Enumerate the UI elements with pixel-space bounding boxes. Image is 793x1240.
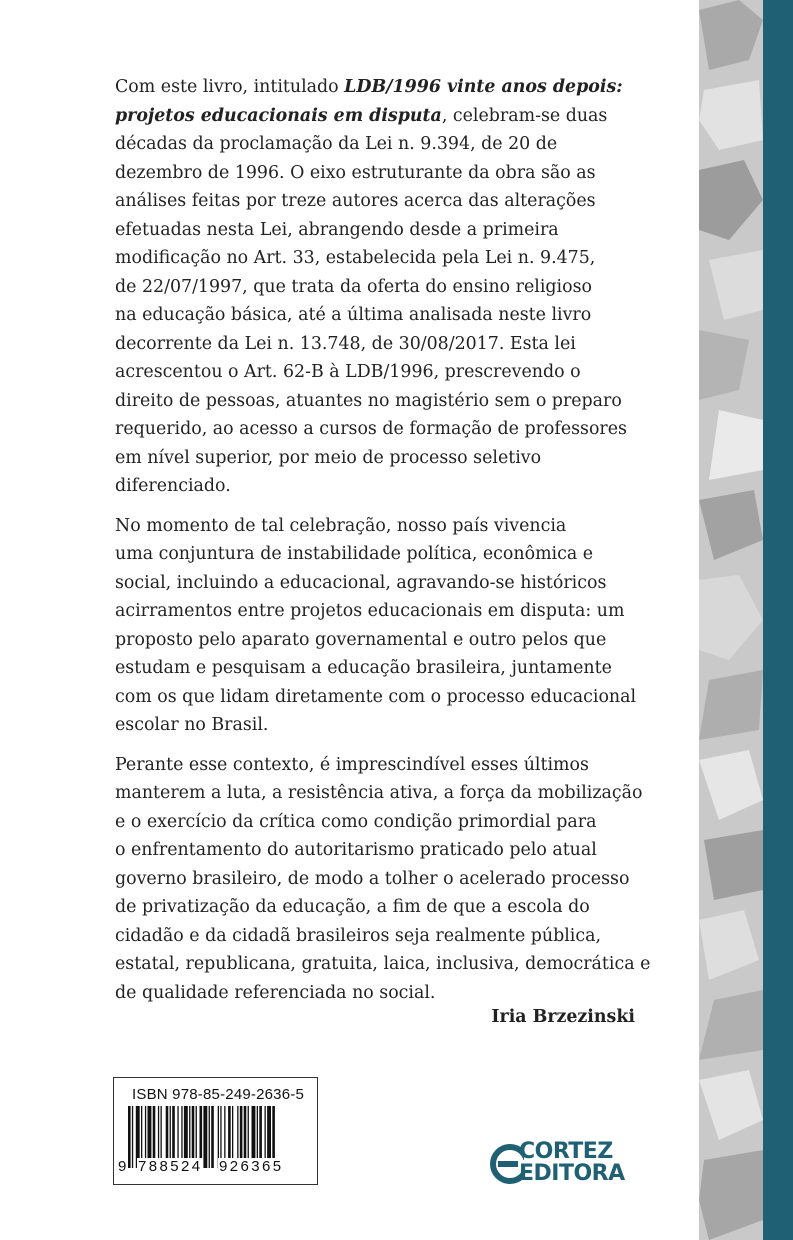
text-line [115, 415, 641, 444]
text-segment: decorrente da Lei n. 13.748, de 30/08/2017. Esta lei [115, 333, 576, 354]
text-line [115, 273, 641, 302]
cover-accent-stripe [763, 0, 793, 1240]
barcode-bar [203, 1106, 207, 1168]
text-segment: décadas da proclamação da Lei n. 9.394, de 20 de [115, 134, 558, 154]
text-line [115, 472, 641, 501]
text-line [115, 711, 641, 740]
barcode-digits-right: 926365 [219, 1158, 284, 1175]
text-segment: estatal, republicana, gratuita, laica, inclusiva, democrática e [115, 954, 651, 974]
paragraph [115, 512, 641, 740]
text-line [115, 159, 641, 188]
text-line [115, 779, 641, 808]
author-signature: Iria Brzezinski [491, 1007, 635, 1027]
text-segment: proposto pelo aparato governamental e outro pelos que [115, 629, 607, 650]
text-line [115, 512, 641, 541]
text-line [115, 751, 641, 780]
text-line [115, 654, 641, 683]
text-line [115, 922, 641, 951]
text-line [115, 330, 641, 359]
camouflage-texture [699, 0, 763, 1240]
publisher-name-line2: EDITORA [519, 1161, 625, 1186]
text-line [115, 865, 641, 894]
barcode-first-digit: 9 [118, 1158, 127, 1175]
text-line [115, 444, 641, 473]
text-segment: cidadão e da cidadã brasileiros seja realmente pública, [115, 925, 601, 946]
text-line [115, 102, 641, 131]
text-segment: dezembro de 1996. O eixo estruturante da obra são as [115, 162, 596, 183]
text-segment: de qualidade referenciada no social. [115, 982, 436, 1003]
book-title-emphasis: projetos educacionais em disputa [115, 105, 442, 126]
paragraph [115, 73, 641, 501]
text-line [115, 540, 641, 569]
text-line [115, 387, 641, 416]
barcode-digits-left: 788524 [138, 1158, 203, 1175]
text-line [115, 626, 641, 655]
barcode-bar [209, 1106, 210, 1168]
text-line [115, 950, 651, 979]
text-segment: manterem a luta, a resistência ativa, a força da mobilização [115, 783, 643, 803]
text-segment: em nível superior, por meio de processo seletivo [115, 447, 542, 468]
text-line [115, 301, 641, 330]
text-line [115, 216, 641, 245]
text-segment: diferenciado. [115, 476, 231, 496]
text-line [115, 73, 641, 102]
text-segment: e o exercício da crítica como condição primordial para [115, 811, 597, 832]
text-segment: o enfrentamento do autoritarismo praticado pelo atual [115, 840, 597, 860]
text-segment: acrescentou o Art. 62-B à LDB/1996, prescrevendo o [115, 362, 581, 382]
text-segment: Com este livro, intitulado [115, 77, 345, 97]
back-cover-text [115, 73, 651, 1018]
text-segment: modificação no Art. 33, estabelecida pela Lei n. 9.475, [115, 248, 596, 268]
text-segment: governo brasileiro, de modo a tolher o acelerado processo [115, 868, 630, 889]
text-segment: na educação básica, até a última analisada neste livro [115, 305, 592, 325]
text-segment: direito de pessoas, atuantes no magistério sem o preparo [115, 390, 622, 411]
isbn-barcode [113, 1077, 318, 1185]
text-line [115, 683, 641, 712]
cover-camouflage-pattern [699, 0, 763, 1240]
text-line [115, 187, 641, 216]
text-line [115, 358, 641, 387]
text-line [115, 893, 641, 922]
text-segment: análises feitas por treze autores acerca das alterações [115, 191, 596, 211]
text-line [115, 130, 641, 159]
text-segment: acirramentos entre projetos educacionais em disputa: um [115, 601, 625, 621]
text-segment: com os que lidam diretamente com o processo educacional [115, 686, 637, 707]
text-segment: Perante esse contexto, é imprescindível esses últimos [115, 754, 589, 775]
paragraph [115, 751, 651, 1008]
text-segment: de 22/07/1997, que trata da oferta do ensino religioso [115, 276, 592, 297]
text-line [115, 569, 641, 598]
text-line [115, 244, 641, 273]
text-segment: efetuadas nesta Lei, abrangendo desde a primeira [115, 219, 559, 240]
text-segment: requerido, ao acesso a cursos de formação de professores [115, 419, 627, 439]
text-segment: uma conjuntura de instabilidade política, econômica e [115, 544, 594, 564]
book-title-emphasis: LDB/1996 vinte anos depois: [344, 77, 623, 97]
text-segment: de privatização da educação, a fim de que a escola do [115, 897, 590, 917]
isbn-label: ISBN 978-85-249-2636-5 [132, 1086, 305, 1103]
text-line [115, 808, 641, 837]
barcode-bar [128, 1106, 131, 1168]
barcode-bar [132, 1106, 133, 1168]
publisher-name-line1: CORTEZ [519, 1139, 613, 1164]
publisher-logo [490, 1138, 650, 1190]
barcode-bar [211, 1106, 214, 1168]
text-segment: social, incluindo a educacional, agravando-se históricos [115, 572, 607, 593]
text-segment: escolar no Brasil. [115, 715, 269, 735]
text-line [115, 836, 641, 865]
text-segment: No momento de tal celebração, nosso país vivencia [115, 515, 567, 536]
text-line [115, 597, 641, 626]
text-segment: estudam e pesquisam a educação brasileira, juntamente [115, 658, 612, 678]
text-segment: , celebram-se duas [441, 105, 608, 126]
